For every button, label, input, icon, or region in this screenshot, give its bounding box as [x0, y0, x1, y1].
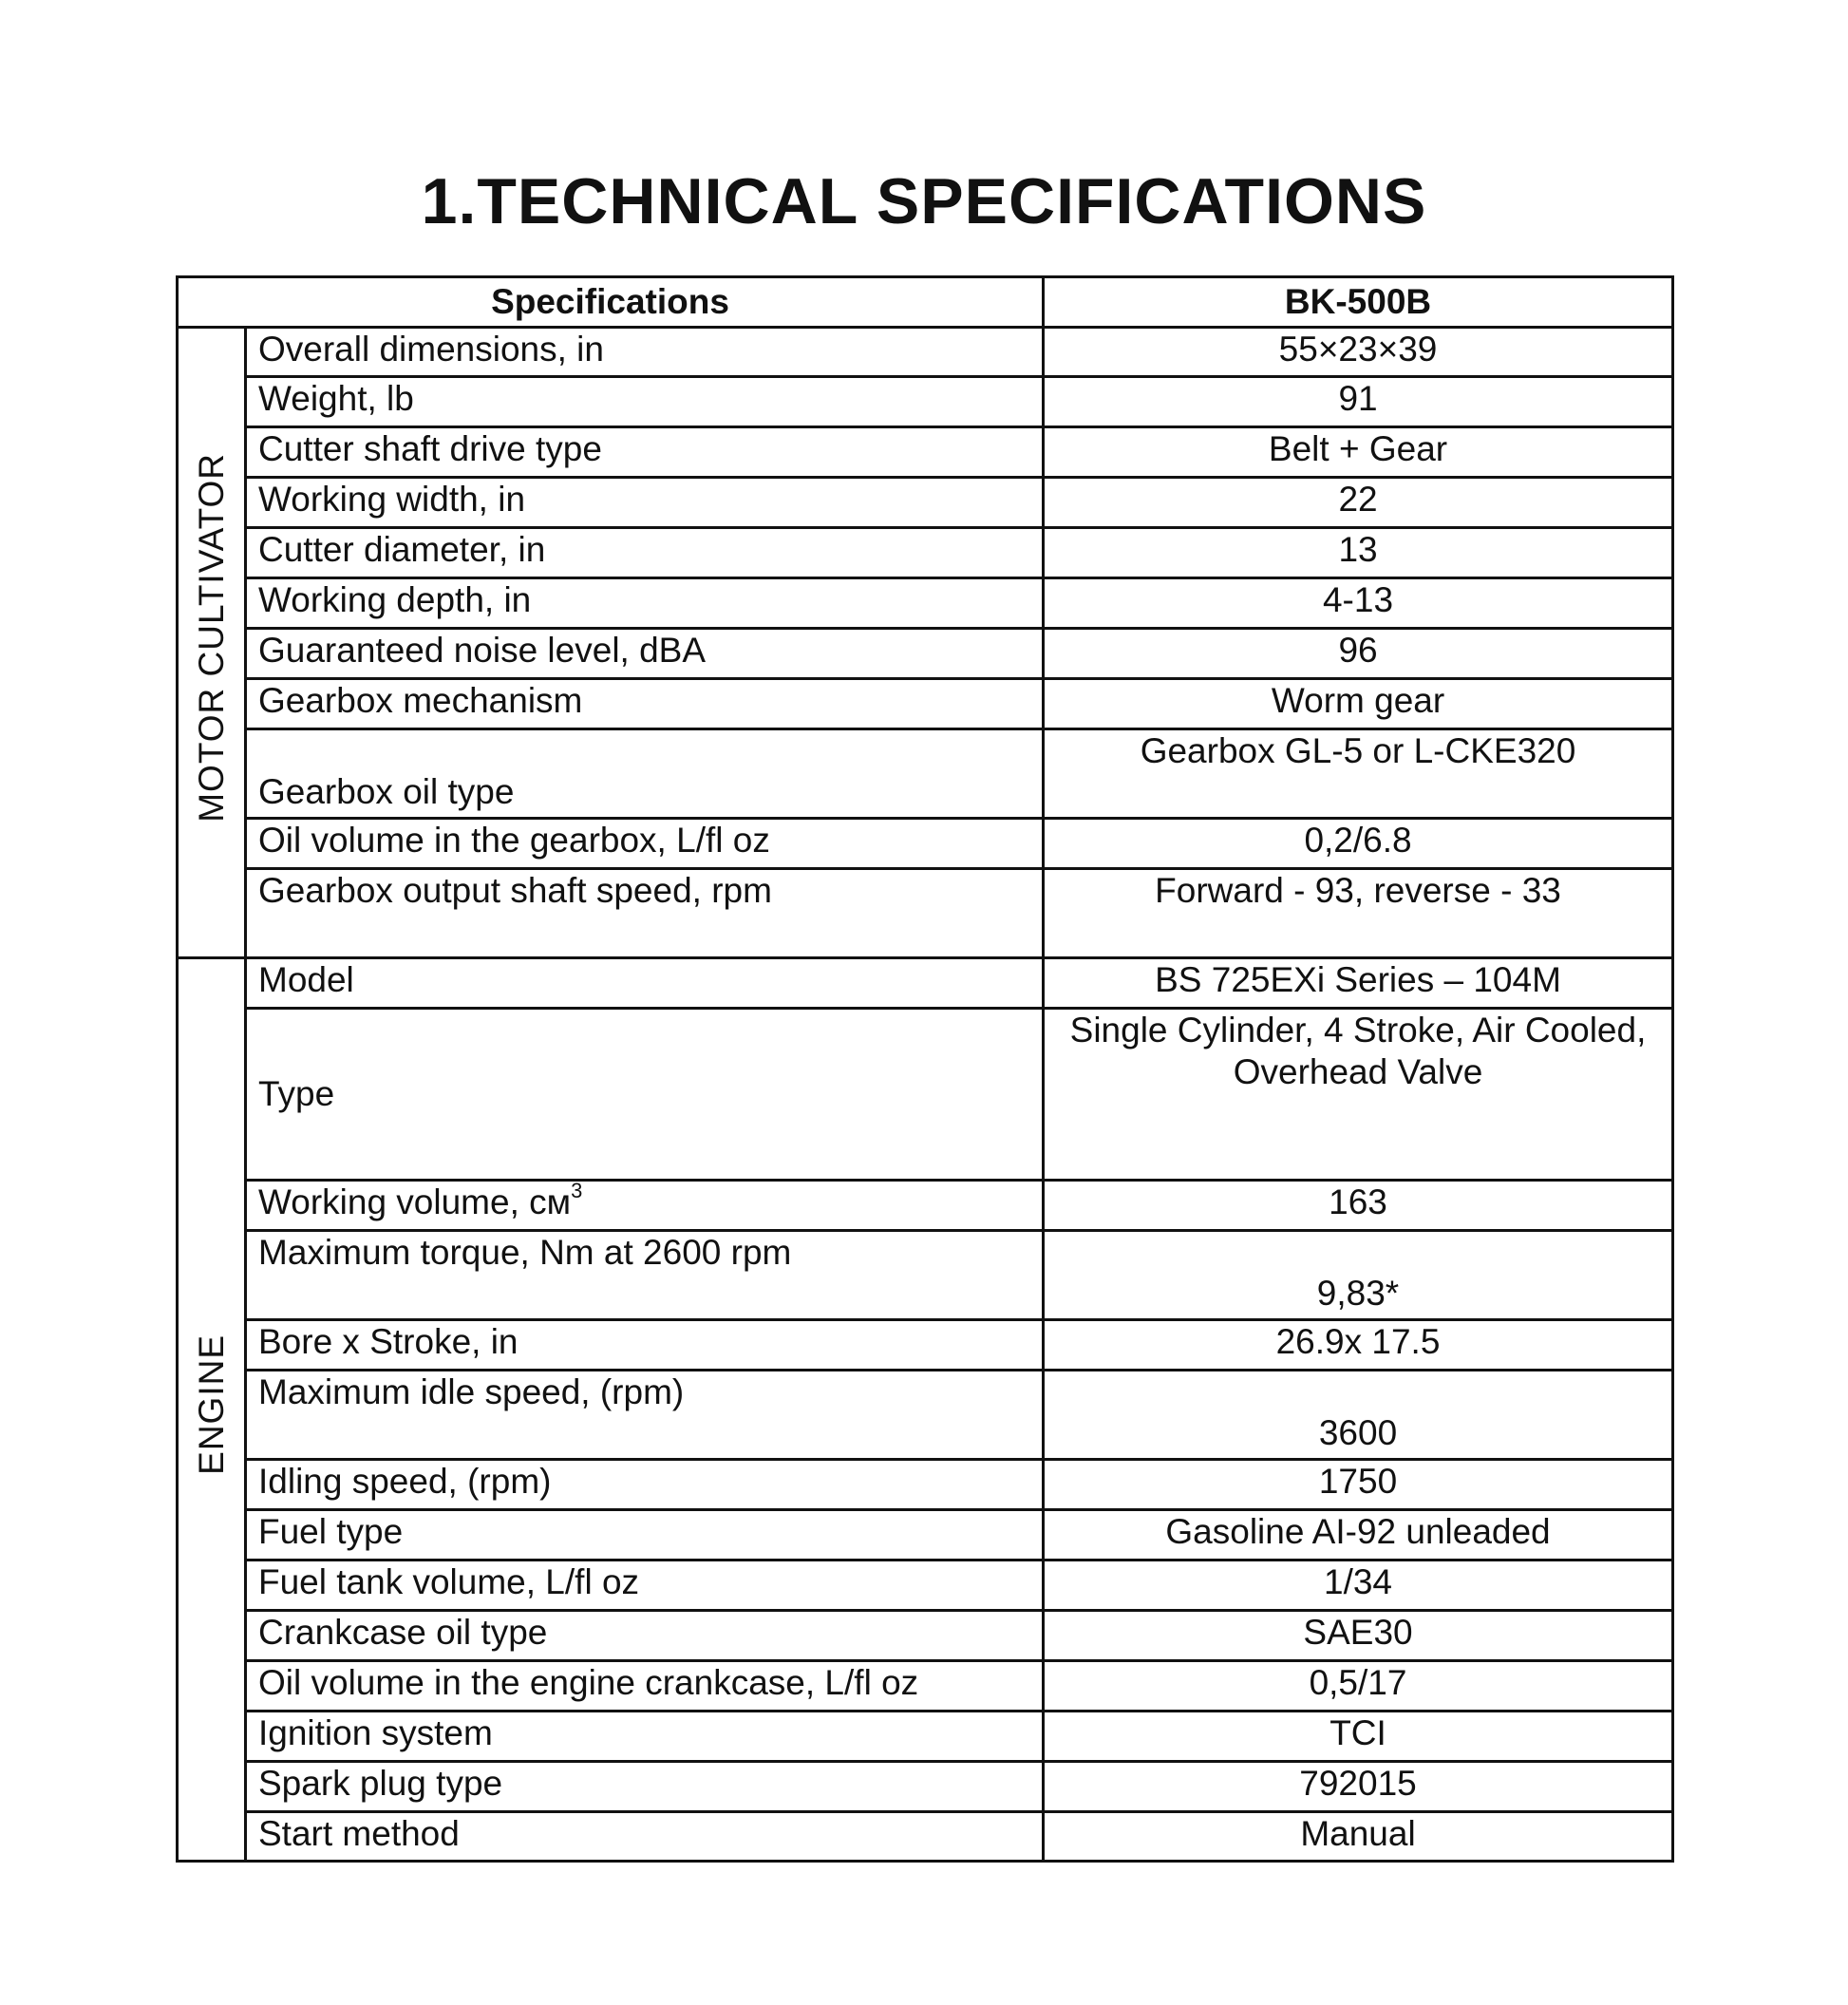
spec-value: 91: [1044, 377, 1673, 427]
spec-label: Working volume, см: [258, 1182, 572, 1221]
table-row: [178, 819, 1673, 869]
table-row: [178, 1510, 1673, 1560]
header-model: BK-500B: [1044, 277, 1673, 328]
table-row: [178, 1181, 1673, 1231]
spec-label-cell: [246, 1812, 1044, 1862]
table-row: [178, 1371, 1673, 1460]
spec-value: Worm gear: [1044, 679, 1673, 729]
spec-label-cell: [246, 1460, 1044, 1510]
spec-value: 0,2/6.8: [1044, 819, 1673, 869]
spec-label-cell: [246, 478, 1044, 528]
table-row: [178, 1712, 1673, 1762]
spec-label: Oil volume in the gearbox, L/fl oz: [258, 821, 770, 860]
spec-value: Gearbox GL-5 or L-CKE320: [1044, 729, 1673, 819]
table-row: [178, 1661, 1673, 1712]
group-label: ENGINE: [191, 1334, 231, 1475]
spec-label-cell: [246, 578, 1044, 629]
spec-label-cell: [246, 679, 1044, 729]
group-label-cell: [178, 958, 246, 1862]
spec-value: 9,83*: [1044, 1231, 1673, 1320]
table-row: [178, 328, 1673, 377]
table-row: [178, 679, 1673, 729]
spec-value: 4-13: [1044, 578, 1673, 629]
spec-label: Model: [258, 960, 354, 999]
spec-label-cell: [246, 1181, 1044, 1231]
spec-table: [176, 275, 1674, 1863]
spec-label-cell: [246, 869, 1044, 958]
group-label-cell: [178, 328, 246, 958]
table-row: [178, 478, 1673, 528]
spec-value: 22: [1044, 478, 1673, 528]
spec-value: SAE30: [1044, 1611, 1673, 1661]
spec-label: Maximum torque, Nm at 2600 rpm: [258, 1233, 792, 1272]
table-row: [178, 528, 1673, 578]
spec-value: 1/34: [1044, 1560, 1673, 1611]
spec-label: Idling speed, (rpm): [258, 1462, 552, 1501]
spec-value: Manual: [1044, 1812, 1673, 1862]
spec-label: Working width, in: [258, 480, 526, 519]
spec-label-cell: [246, 328, 1044, 377]
table-row: [178, 427, 1673, 478]
spec-label-cell: [246, 1762, 1044, 1812]
spec-label: Ignition system: [258, 1713, 493, 1752]
spec-label-cell: [246, 1661, 1044, 1712]
spec-label: Gearbox oil type: [258, 772, 515, 811]
spec-label: Oil volume in the engine crankcase, L/fl oz: [258, 1663, 919, 1702]
spec-label: Gearbox mechanism: [258, 681, 583, 720]
spec-label-cell: [246, 729, 1044, 819]
table-row: [178, 1812, 1673, 1862]
spec-label-cell: [246, 1611, 1044, 1661]
spec-label: Start method: [258, 1814, 460, 1853]
table-row: [178, 1231, 1673, 1320]
spec-label-cell: [246, 1510, 1044, 1560]
spec-value: Belt + Gear: [1044, 427, 1673, 478]
spec-label-cell: [246, 427, 1044, 478]
table-row: [178, 1460, 1673, 1510]
spec-label-cell: [246, 958, 1044, 1009]
spec-value: 55×23×39: [1044, 328, 1673, 377]
spec-label: Gearbox output shaft speed, rpm: [258, 871, 772, 910]
spec-value: 13: [1044, 528, 1673, 578]
spec-label: Crankcase oil type: [258, 1613, 548, 1652]
spec-label: Working depth, in: [258, 580, 532, 619]
spec-label-cell: [246, 1231, 1044, 1320]
spec-label-cell: [246, 1712, 1044, 1762]
spec-label: Fuel tank volume, L/fl oz: [258, 1562, 640, 1601]
spec-value: Forward - 93, reverse - 33: [1044, 869, 1673, 958]
spec-value: Gasoline AI-92 unleaded: [1044, 1510, 1673, 1560]
spec-value: 26.9x 17.5: [1044, 1320, 1673, 1371]
table-row: [178, 1611, 1673, 1661]
spec-value: 3600: [1044, 1371, 1673, 1460]
spec-label-cell: [246, 528, 1044, 578]
spec-label-cell: [246, 377, 1044, 427]
table-row: [178, 1320, 1673, 1371]
spec-label: Guaranteed noise level, dBA: [258, 631, 707, 670]
table-row: [178, 1009, 1673, 1181]
spec-label-cell: [246, 819, 1044, 869]
spec-label: Cutter shaft drive type: [258, 429, 602, 468]
spec-label: Type: [258, 1074, 335, 1113]
spec-label-cell: [246, 629, 1044, 679]
spec-label: Weight, lb: [258, 379, 414, 418]
spec-value: 1750: [1044, 1460, 1673, 1510]
table-row: [178, 629, 1673, 679]
spec-value: 96: [1044, 629, 1673, 679]
spec-body: [178, 328, 1673, 1862]
spec-label: Cutter diameter, in: [258, 530, 546, 569]
spec-label: Bore x Stroke, in: [258, 1322, 519, 1361]
spec-value: BS 725EXi Series – 104M: [1044, 958, 1673, 1009]
spec-label-superscript: 3: [571, 1180, 583, 1202]
spec-label: Overall dimensions, in: [258, 330, 604, 369]
table-row: [178, 1762, 1673, 1812]
spec-value: 163: [1044, 1181, 1673, 1231]
table-row: [178, 869, 1673, 958]
header-specifications: Specifications: [178, 277, 1044, 328]
spec-value: TCI: [1044, 1712, 1673, 1762]
spec-label-cell: [246, 1560, 1044, 1611]
spec-label-cell: [246, 1371, 1044, 1460]
spec-value: 0,5/17: [1044, 1661, 1673, 1712]
table-row: [178, 377, 1673, 427]
table-header-row: [178, 277, 1673, 328]
spec-label-cell: [246, 1320, 1044, 1371]
spec-label-cell: [246, 1009, 1044, 1181]
spec-label: Maximum idle speed, (rpm): [258, 1372, 685, 1411]
table-row: [178, 958, 1673, 1009]
spec-label: Spark plug type: [258, 1764, 503, 1803]
group-label: MOTOR CULTIVATOR: [191, 453, 231, 823]
table-row: [178, 1560, 1673, 1611]
spec-label: Fuel type: [258, 1512, 404, 1551]
spec-value: 792015: [1044, 1762, 1673, 1812]
table-row: [178, 578, 1673, 629]
page-title: 1.TECHNICAL SPECIFICATIONS: [421, 165, 1427, 237]
spec-value: Single Cylinder, 4 Stroke, Air Cooled, Overhead Valve: [1044, 1009, 1673, 1181]
table-row: [178, 729, 1673, 819]
